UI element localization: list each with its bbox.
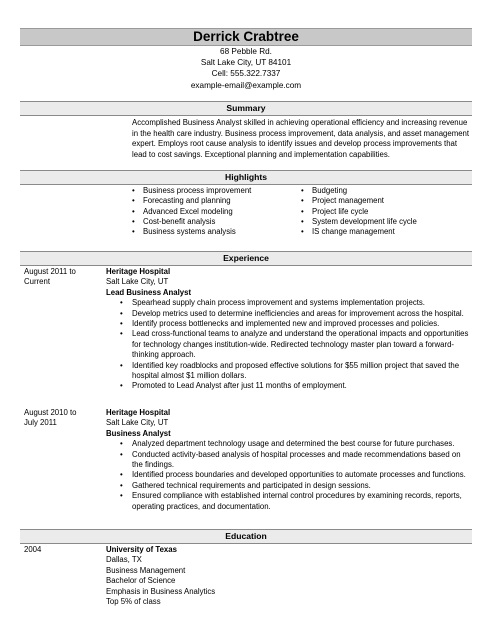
highlight-item: • Project management	[301, 196, 417, 206]
job-bullet: • Spearhead supply chain process improvement and systems implementation projects.	[120, 298, 472, 308]
job-company: Heritage Hospital	[106, 267, 171, 276]
job-bullet: • Analyzed department technology usage and determined the best course for future purchases.	[120, 439, 472, 449]
job-bullet: • Identified key roadblocks and proposed effective solutions for $55 million project that saved the hospital almost $1 million dollars.	[120, 361, 472, 382]
honor: Top 5% of class	[106, 597, 161, 607]
education-year: 2004	[24, 545, 42, 554]
school-location: Dallas, TX	[106, 555, 142, 565]
job-bullet: • Ensured compliance with established internal control procedures by examining records, reports, operating practices, and documentation.	[120, 491, 472, 512]
emphasis: Emphasis in Business Analytics	[106, 586, 216, 596]
address-line-2: Salt Lake City, UT 84101	[200, 58, 292, 68]
highlight-item: • Project life cycle	[301, 207, 417, 217]
highlight-item: • Business systems analysis	[132, 227, 251, 237]
address-line-1: 68 Pebble Rd.	[220, 47, 272, 56]
highlights-right-list	[301, 186, 417, 237]
job-location: Salt Lake City, UT	[106, 418, 169, 428]
summary-text: Accomplished Business Analyst skilled in achieving operational efficiency and increasing revenue in the health care industry. Business process improvement, data analysis, and asset management expert. Employs root cause analysis to identify issues and develop process improvements that lead to cost savings. Exceptional planning and implementation capabilities.	[132, 118, 470, 159]
experience-heading: Experience	[223, 253, 269, 263]
job-bullet: • Identify process bottlenecks and implemented new and improved processes and policies.	[120, 319, 472, 329]
job-date-start: August 2011 to	[24, 267, 76, 276]
job-bullet: • Gathered technical requirements and participated in design sessions.	[120, 481, 472, 491]
contact-block	[20, 46, 472, 91]
job-bullet: • Lead cross-functional teams to analyze and understand the operational impacts and opportunities for technology changes institution-wide. Redirected technology master plan toward a forward-thinking approach.	[120, 329, 472, 360]
highlight-item: • Budgeting	[301, 186, 417, 196]
highlight-item: • System development life cycle	[301, 217, 417, 227]
job-title: Lead Business Analyst	[106, 287, 192, 297]
field-of-study: Business Management	[106, 565, 186, 575]
job-location: Salt Lake City, UT	[106, 277, 169, 287]
job-date-start: August 2010 to	[24, 408, 77, 417]
education-heading-bar	[20, 529, 472, 544]
highlights-heading: Highlights	[224, 172, 267, 182]
job-bullet: • Promoted to Lead Analyst after just 11 months of employment.	[120, 381, 472, 391]
name-banner	[20, 28, 472, 46]
degree: Bachelor of Science	[106, 576, 176, 586]
school-name: University of Texas	[106, 545, 177, 554]
education-entry	[106, 545, 472, 607]
summary-heading-bar	[20, 101, 472, 116]
highlight-item: • Advanced Excel modeling	[132, 207, 251, 217]
highlights-left-list	[132, 186, 251, 237]
job-dates	[24, 267, 114, 288]
experience-heading-bar	[20, 251, 472, 266]
job-company: Heritage Hospital	[106, 408, 171, 417]
candidate-name: Derrick Crabtree	[193, 29, 299, 44]
phone-line: Cell: 555.322.7337	[211, 69, 281, 79]
job-date-end: July 2011	[24, 418, 57, 428]
highlight-item: • IS change management	[301, 227, 417, 237]
highlight-item: • Cost-benefit analysis	[132, 217, 251, 227]
highlights-heading-bar	[20, 170, 472, 185]
job-bullet: • Conducted activity-based analysis of hospital processes and made recommendations based on the findings.	[120, 450, 472, 471]
job-date-end: Current	[24, 277, 50, 287]
job-bullets	[106, 298, 472, 392]
job-bullets	[106, 439, 472, 512]
highlight-item: • Business process improvement	[132, 186, 251, 196]
job-bullet: • Develop metrics used to determine inefficiencies and areas for improvement across the hospital.	[120, 309, 472, 319]
job-dates	[24, 408, 114, 429]
job-title: Business Analyst	[106, 428, 171, 438]
highlight-item: • Forecasting and planning	[132, 196, 251, 206]
education-heading: Education	[225, 531, 267, 541]
email-line: example-email@example.com	[190, 80, 302, 90]
summary-heading: Summary	[226, 103, 266, 113]
job-bullet: • Identified process boundaries and developed opportunities to automate processes and functions.	[120, 470, 472, 480]
job-entry	[106, 267, 472, 392]
job-entry	[106, 408, 472, 512]
